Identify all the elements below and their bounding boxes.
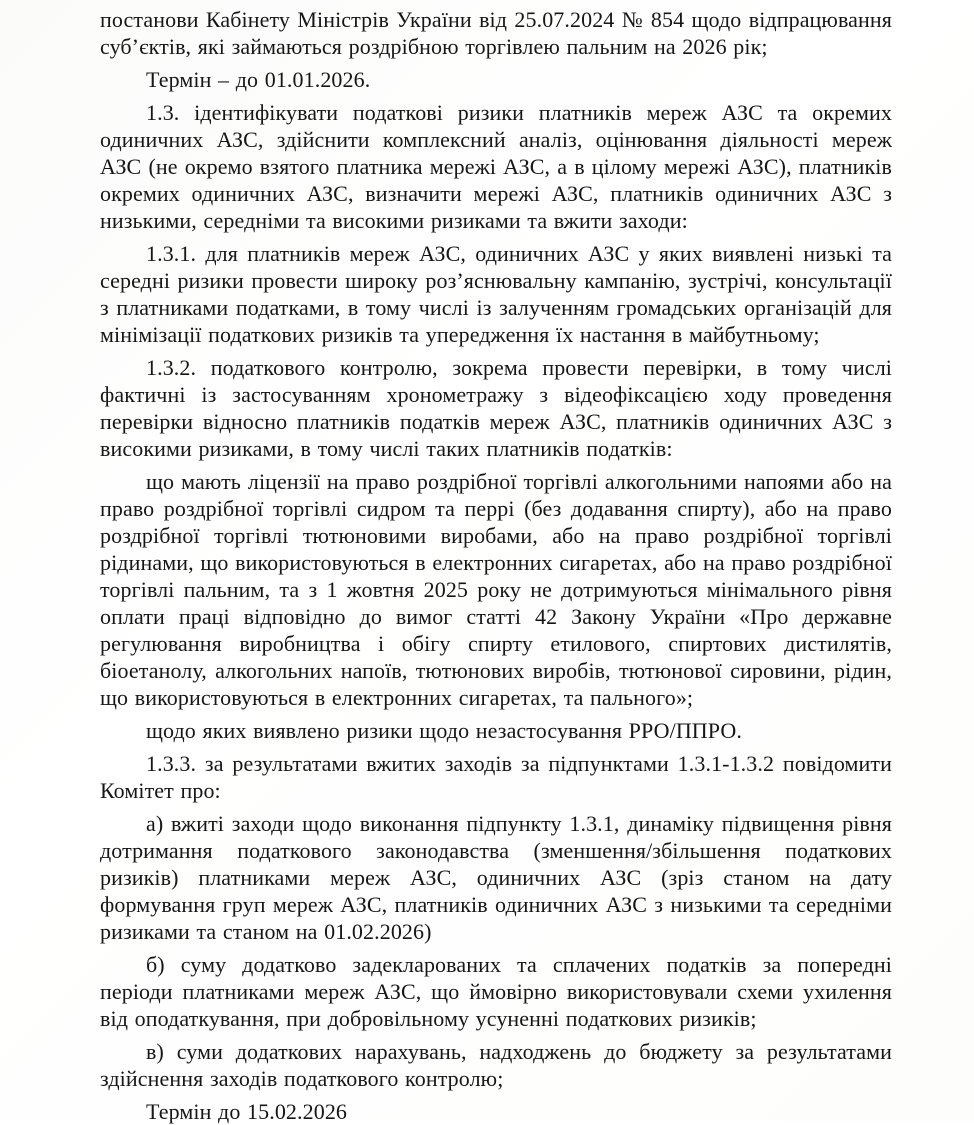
subitem-b: б) суму додатково задекларованих та сплачених податків за попередні періоди платниками мереж АЗС, що ймовірно використовували схеми ухилення від оподаткування, при добровільному усуненні податкових ризиків; <box>100 952 892 1031</box>
paragraph-term-deadline-01-01-2026: Термін – до 01.01.2026. <box>146 67 371 92</box>
paragraph-term-deadline-15-02-2026: Термін до 15.02.2026 <box>146 1099 348 1124</box>
clause-1-3: 1.3. ідентифікувати податкові ризики платників мереж АЗС та окремих одиничних АЗС, здійснити комплексний аналіз, оцінювання діяльності мереж АЗС (не окремо взятого платника мережі АЗС, а в цілому мережі АЗС), платників окремих одиничних АЗС, визначити мережі АЗС, платників одиничних АЗС з низькими, середніми та високими ризиками та вжити заходи: <box>100 100 892 233</box>
paragraph-licenses-list: що мають ліцензії на право роздрібної торгівлі алкогольними напоями або на право роздрібної торгівлі сидром та перрі (без додавання спирту), або на право роздрібної торгівлі тютюновими виробами, або на право роздрібної торгівлі рідинами, що використовуються в електронних сигаретах, або на право роздрібної торгівлі пальним, та з 1 жовтня 2025 року не дотримуються мінімального рівня оплати праці відповідно до вимог статті 42 Закону України «Про державне регулювання виробництва і обігу спирту етилового, спиртових дистилятів, біоетанолу, алкогольних напоїв, тютюнових виробів, тютюнової сировини, рідин, що використовуються в електронних сигаретах, та пального»; <box>100 469 892 710</box>
clause-1-3-1: 1.3.1. для платників мереж АЗС, одиничних АЗС у яких виявлені низькі та середні ризики провести широку роз’яснювальну кампанію, зустрічі, консультації з платниками податками, в тому числі із залученням громадських організацій для мінімізації податкових ризиків та упередження їх настання в майбутньому; <box>100 241 892 347</box>
subitem-a: а) вжиті заходи щодо виконання підпункту 1.3.1, динаміку підвищення рівня дотримання податкового законодавства (зменшення/збільшення податкових ризиків) платниками мереж АЗС, одиничних АЗС (зріз станом на дату формування груп мереж АЗС, платників одиничних АЗС з низькими та середніми ризиками та станом на 01.02.2026) <box>100 811 892 944</box>
paragraph-rro-ppro-risks: щодо яких виявлено ризики щодо незастосування РРО/ППРО. <box>146 718 742 743</box>
paragraph-continuation-resolution-854: постанови Кабінету Міністрів України від 25.07.2024 № 854 щодо відпрацювання суб’єктів, які займаються роздрібною торгівлею пальним на 2026 рік; <box>100 7 892 59</box>
clause-1-3-3: 1.3.3. за результатами вжитих заходів за підпунктами 1.3.1-1.3.2 повідомити Комітет про: <box>100 751 892 803</box>
subitem-v: в) суми додаткових нарахувань, надходжень до бюджету за результатами здійснення заходів податкового контролю; <box>100 1039 892 1091</box>
clause-1-3-2: 1.3.2. податкового контролю, зокрема провести перевірки, в тому числі фактичні із застосуванням хронометражу з відеофіксацією ходу проведення перевірки відносно платників податків мереж АЗС, платників одиничних АЗС з високими ризиками, в тому числі таких платників податків: <box>100 355 892 461</box>
